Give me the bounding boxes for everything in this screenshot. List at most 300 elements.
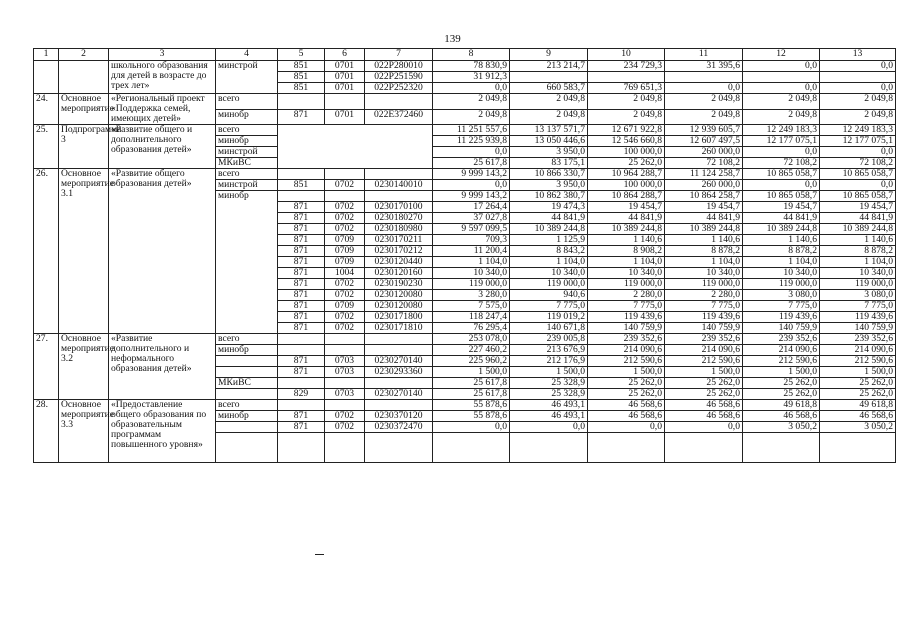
value-cell: 100 000,0	[588, 147, 665, 158]
value-cell: 119 000,0	[510, 279, 588, 290]
code-target: 022P251590	[365, 72, 433, 83]
value-cell: 44 841,9	[665, 213, 743, 224]
value-cell: 31 912,3	[433, 72, 510, 83]
value-cell: 940,6	[510, 290, 588, 301]
value-cell: 10 865 058,7	[743, 191, 820, 202]
value-cell: 1 104,0	[743, 257, 820, 268]
code-target: 022P280010	[365, 61, 433, 72]
value-cell: 8 878,2	[743, 246, 820, 257]
value-cell: 1 500,0	[588, 367, 665, 378]
value-cell: 119 439,6	[588, 312, 665, 323]
value-cell: 119 000,0	[665, 279, 743, 290]
value-cell: 13 050 446,6	[510, 136, 588, 147]
value-cell: 7 775,0	[665, 301, 743, 312]
empty-cell	[433, 433, 510, 463]
value-cell: 49 618,8	[820, 400, 896, 411]
table-row	[34, 125, 896, 136]
column-header-10: 10	[588, 49, 665, 61]
value-cell: 0,0	[665, 83, 743, 94]
code-section: 0701	[325, 61, 365, 72]
row-executor: всего	[216, 94, 278, 110]
value-cell: 140 671,8	[510, 323, 588, 334]
value-cell: 0,0	[820, 83, 896, 94]
value-cell: 12 546 660,8	[588, 136, 665, 147]
code-grbs: 851	[278, 180, 325, 191]
value-cell: 0,0	[588, 422, 665, 433]
value-cell: 3 950,0	[510, 180, 588, 191]
code-section	[325, 94, 365, 110]
value-cell: 100 000,0	[588, 180, 665, 191]
row-name: школьного образования для детей в возрасте до трех лет»	[109, 61, 216, 94]
value-cell: 72 108,2	[665, 158, 743, 169]
value-cell: 11 124 258,7	[665, 169, 743, 180]
code-grbs: 871	[278, 422, 325, 433]
value-cell: 227 460,2	[433, 345, 510, 356]
code-section: 0702	[325, 411, 365, 422]
row-executor	[216, 389, 278, 400]
table-row	[34, 61, 896, 72]
value-cell: 10 389 244,8	[588, 224, 665, 235]
value-cell: 10 389 244,8	[510, 224, 588, 235]
code-section	[325, 345, 365, 356]
value-cell: 25 262,0	[665, 389, 743, 400]
value-cell: 49 618,8	[743, 400, 820, 411]
code-grbs: 871	[278, 213, 325, 224]
code-target: 0230120080	[365, 301, 433, 312]
value-cell: 7 775,0	[820, 301, 896, 312]
value-cell: 2 280,0	[588, 290, 665, 301]
value-cell: 10 340,0	[820, 268, 896, 279]
row-type: Подпрограмма 3	[59, 125, 109, 169]
empty-cell	[278, 433, 325, 463]
value-cell: 25 262,0	[588, 378, 665, 389]
code-target: 0230270140	[365, 356, 433, 367]
code-target: 022P252320	[365, 83, 433, 94]
value-cell: 0,0	[743, 83, 820, 94]
value-cell: 8 908,2	[588, 246, 665, 257]
value-cell: 9 999 143,2	[433, 191, 510, 202]
code-grbs: 871	[278, 312, 325, 323]
code-target: 0230190230	[365, 279, 433, 290]
value-cell: 46 493,1	[510, 400, 588, 411]
value-cell: 3 280,0	[433, 290, 510, 301]
value-cell: 1 500,0	[665, 367, 743, 378]
column-header-8: 8	[433, 49, 510, 61]
value-cell: 46 568,6	[820, 411, 896, 422]
value-cell: 2 049,8	[588, 109, 665, 125]
row-type: Основное мероприятие 3.3	[59, 400, 109, 463]
value-cell: 44 841,9	[510, 213, 588, 224]
value-cell: 12 177 075,1	[820, 136, 896, 147]
code-grbs: 871	[278, 356, 325, 367]
value-cell: 1 140,6	[588, 235, 665, 246]
value-cell: 8 878,2	[820, 246, 896, 257]
code-target: 022E372460	[365, 109, 433, 125]
row-executor: МКиВС	[216, 158, 278, 169]
code-section: 0709	[325, 235, 365, 246]
code-grbs	[278, 94, 325, 110]
value-cell: 72 108,2	[743, 158, 820, 169]
code-target	[365, 191, 433, 202]
value-cell: 0,0	[433, 422, 510, 433]
value-cell: 10 865 058,7	[743, 169, 820, 180]
dash-mark	[315, 554, 324, 555]
value-cell: 78 830,9	[433, 61, 510, 72]
value-cell: 10 865 058,7	[820, 169, 896, 180]
code-section: 0702	[325, 224, 365, 235]
row-executor	[216, 367, 278, 378]
value-cell: 212 590,6	[588, 356, 665, 367]
code-grbs: 829	[278, 389, 325, 400]
value-cell: 10 389 244,8	[820, 224, 896, 235]
value-cell: 140 759,9	[665, 323, 743, 334]
value-cell: 2 049,8	[433, 94, 510, 110]
value-cell: 2 049,8	[588, 94, 665, 110]
value-cell: 25 262,0	[820, 378, 896, 389]
value-cell: 2 049,8	[665, 109, 743, 125]
value-cell: 76 295,4	[433, 323, 510, 334]
code-section	[325, 400, 365, 411]
value-cell: 25 262,0	[820, 389, 896, 400]
value-cell: 19 474,3	[510, 202, 588, 213]
value-cell: 10 389 244,8	[665, 224, 743, 235]
value-cell: 212 590,6	[665, 356, 743, 367]
value-cell: 83 175,1	[510, 158, 588, 169]
value-cell: 140 759,9	[820, 323, 896, 334]
value-cell: 1 104,0	[820, 257, 896, 268]
value-cell: 769 651,3	[588, 83, 665, 94]
value-cell: 10 864 288,7	[588, 191, 665, 202]
column-header-4: 4	[216, 49, 278, 61]
value-cell	[743, 72, 820, 83]
column-header-5: 5	[278, 49, 325, 61]
row-executor: минобр	[216, 136, 278, 147]
value-cell: 2 049,8	[743, 109, 820, 125]
value-cell: 0,0	[433, 83, 510, 94]
value-cell: 1 500,0	[510, 367, 588, 378]
row-executor: минобр	[216, 109, 278, 125]
value-cell: 119 019,2	[510, 312, 588, 323]
code-grbs: 871	[278, 202, 325, 213]
value-cell	[665, 72, 743, 83]
code-target: 0230120080	[365, 290, 433, 301]
value-cell: 260 000,0	[665, 180, 743, 191]
row-name: «Развитие общего образования детей»	[109, 169, 216, 334]
value-cell: 0,0	[743, 147, 820, 158]
value-cell: 10 340,0	[665, 268, 743, 279]
value-cell: 13 137 571,7	[510, 125, 588, 136]
code-section: 0709	[325, 257, 365, 268]
value-cell: 2 049,8	[433, 109, 510, 125]
row-executor: всего	[216, 125, 278, 136]
code-grbs	[278, 334, 325, 345]
value-cell: 12 249 183,3	[743, 125, 820, 136]
value-cell: 214 090,6	[665, 345, 743, 356]
value-cell: 2 049,8	[743, 94, 820, 110]
value-cell: 12 671 922,8	[588, 125, 665, 136]
code-section: 0701	[325, 109, 365, 125]
value-cell: 12 177 075,1	[743, 136, 820, 147]
row-executor: минобр	[216, 411, 278, 422]
code-target: 0230171800	[365, 312, 433, 323]
value-cell: 46 568,6	[665, 411, 743, 422]
code-target: 0230170100	[365, 202, 433, 213]
row-executor: всего	[216, 334, 278, 345]
value-cell: 212 176,9	[510, 356, 588, 367]
column-header-9: 9	[510, 49, 588, 61]
value-cell: 119 000,0	[743, 279, 820, 290]
header-row	[34, 49, 896, 61]
code-target	[365, 334, 433, 345]
value-cell: 44 841,9	[743, 213, 820, 224]
code-grbs: 871	[278, 109, 325, 125]
code-grbs	[278, 191, 325, 202]
code-grbs: 871	[278, 257, 325, 268]
table-row	[34, 169, 896, 180]
empty-cell	[743, 433, 820, 463]
code-section: 0709	[325, 246, 365, 257]
value-cell: 25 262,0	[588, 158, 665, 169]
value-cell: 10 964 288,7	[588, 169, 665, 180]
value-cell: 17 264,4	[433, 202, 510, 213]
code-target: 0230370120	[365, 411, 433, 422]
value-cell: 46 568,6	[665, 400, 743, 411]
value-cell: 19 454,7	[743, 202, 820, 213]
value-cell: 55 878,6	[433, 400, 510, 411]
row-number	[34, 61, 59, 94]
column-header-7: 7	[365, 49, 433, 61]
value-cell: 1 500,0	[820, 367, 896, 378]
value-cell: 3 950,0	[510, 147, 588, 158]
value-cell	[588, 72, 665, 83]
value-cell: 0,0	[433, 147, 510, 158]
code-target: 0230120160	[365, 268, 433, 279]
code-grbs: 871	[278, 411, 325, 422]
value-cell: 119 439,6	[820, 312, 896, 323]
code-section: 0702	[325, 422, 365, 433]
code-grbs: 871	[278, 246, 325, 257]
value-cell: 10 864 258,7	[665, 191, 743, 202]
value-cell	[510, 72, 588, 83]
code-section: 0703	[325, 367, 365, 378]
value-cell: 1 104,0	[510, 257, 588, 268]
code-target	[365, 94, 433, 110]
code-target: 0230140010	[365, 180, 433, 191]
code-grbs: 871	[278, 367, 325, 378]
value-cell: 10 340,0	[743, 268, 820, 279]
value-cell: 214 090,6	[588, 345, 665, 356]
row-number: 25.	[34, 125, 59, 169]
row-type	[59, 61, 109, 94]
code-section: 0709	[325, 301, 365, 312]
value-cell: 25 262,0	[743, 378, 820, 389]
empty-cell	[325, 433, 365, 463]
code-target: 0230171810	[365, 323, 433, 334]
value-cell: 3 080,0	[743, 290, 820, 301]
column-header-12: 12	[743, 49, 820, 61]
value-cell: 12 607 497,5	[665, 136, 743, 147]
row-number: 24.	[34, 94, 59, 125]
value-cell: 25 262,0	[665, 378, 743, 389]
row-executor: минстрой	[216, 180, 278, 191]
value-cell: 1 140,6	[820, 235, 896, 246]
code-grbs: 871	[278, 268, 325, 279]
value-cell: 19 454,7	[665, 202, 743, 213]
column-header-11: 11	[665, 49, 743, 61]
value-cell: 213 214,7	[510, 61, 588, 72]
value-cell: 25 617,8	[433, 158, 510, 169]
row-number: 27.	[34, 334, 59, 400]
value-cell: 25 617,8	[433, 389, 510, 400]
value-cell: 25 328,9	[510, 378, 588, 389]
code-section: 0702	[325, 323, 365, 334]
code-section: 0702	[325, 290, 365, 301]
value-cell: 46 493,1	[510, 411, 588, 422]
value-cell: 19 454,7	[588, 202, 665, 213]
value-cell: 9 999 143,2	[433, 169, 510, 180]
value-cell: 7 575,0	[433, 301, 510, 312]
row-executor: всего	[216, 400, 278, 411]
code-section	[325, 169, 365, 180]
value-cell: 12 939 605,7	[665, 125, 743, 136]
column-header-13: 13	[820, 49, 896, 61]
value-cell: 19 454,7	[820, 202, 896, 213]
code-grbs: 871	[278, 290, 325, 301]
code-target: 0230270140	[365, 389, 433, 400]
value-cell: 212 590,6	[743, 356, 820, 367]
code-grbs	[278, 345, 325, 356]
table-row	[34, 400, 896, 411]
value-cell: 25 617,8	[433, 378, 510, 389]
code-target: 0230170212	[365, 246, 433, 257]
value-cell: 239 352,6	[588, 334, 665, 345]
column-header-1: 1	[34, 49, 59, 61]
value-cell: 140 759,9	[588, 323, 665, 334]
code-grbs: 871	[278, 323, 325, 334]
value-cell: 1 125,9	[510, 235, 588, 246]
row-number: 28.	[34, 400, 59, 463]
code-section	[325, 378, 365, 389]
code-target: 0230120440	[365, 257, 433, 268]
value-cell: 72 108,2	[820, 158, 896, 169]
value-cell: 239 352,6	[820, 334, 896, 345]
value-cell: 0,0	[820, 61, 896, 72]
row-name: «Развитие дополнительного и неформального образования детей»	[109, 334, 216, 400]
value-cell: 2 049,8	[820, 94, 896, 110]
column-header-2: 2	[59, 49, 109, 61]
value-cell: 7 775,0	[588, 301, 665, 312]
code-section: 0702	[325, 180, 365, 191]
value-cell: 44 841,9	[820, 213, 896, 224]
value-cell: 1 500,0	[433, 367, 510, 378]
empty-cell	[510, 433, 588, 463]
value-cell: 1 500,0	[743, 367, 820, 378]
code-grbs: 851	[278, 72, 325, 83]
code-target: 0230180270	[365, 213, 433, 224]
value-cell: 2 280,0	[665, 290, 743, 301]
value-cell: 25 262,0	[743, 389, 820, 400]
code-grbs: 851	[278, 83, 325, 94]
row-executor	[216, 422, 278, 433]
code-target	[365, 378, 433, 389]
value-cell: 25 328,9	[510, 389, 588, 400]
row-executor	[216, 356, 278, 367]
value-cell: 1 104,0	[433, 257, 510, 268]
value-cell: 214 090,6	[820, 345, 896, 356]
value-cell: 10 340,0	[588, 268, 665, 279]
value-cell: 1 104,0	[588, 257, 665, 268]
code-target: 0230293360	[365, 367, 433, 378]
value-cell: 8 843,2	[510, 246, 588, 257]
row-executor: минстрой	[216, 147, 278, 158]
table-row	[34, 334, 896, 345]
value-cell: 213 676,9	[510, 345, 588, 356]
value-cell: 239 352,6	[743, 334, 820, 345]
empty-cell	[665, 433, 743, 463]
value-cell: 212 590,6	[820, 356, 896, 367]
empty-cell	[216, 433, 278, 463]
value-cell: 10 340,0	[433, 268, 510, 279]
value-cell: 11 225 939,8	[433, 136, 510, 147]
code-grbs: 871	[278, 301, 325, 312]
row-executor: МКиВС	[216, 378, 278, 389]
value-cell: 0,0	[820, 180, 896, 191]
value-cell: 0,0	[743, 61, 820, 72]
row-executor: минобр	[216, 191, 278, 334]
value-cell: 2 049,8	[510, 109, 588, 125]
value-cell: 46 568,6	[743, 411, 820, 422]
value-cell: 3 050,2	[743, 422, 820, 433]
code-section: 0701	[325, 72, 365, 83]
row-name: «Предоставление общего образования по образовательным программам повышенного уровня»	[109, 400, 216, 463]
value-cell: 37 027,8	[433, 213, 510, 224]
empty-cell	[365, 433, 433, 463]
empty-cell	[588, 433, 665, 463]
value-cell: 0,0	[820, 147, 896, 158]
code-grbs: 851	[278, 61, 325, 72]
value-cell: 119 439,6	[743, 312, 820, 323]
code-section: 0702	[325, 213, 365, 224]
row-type: Основное мероприятие 3.1	[59, 169, 109, 334]
value-cell: 660 583,7	[510, 83, 588, 94]
value-cell: 119 000,0	[820, 279, 896, 290]
value-cell: 2 049,8	[510, 94, 588, 110]
value-cell: 1 140,6	[665, 235, 743, 246]
code-target	[365, 169, 433, 180]
code-target	[365, 345, 433, 356]
code-target: 0230170211	[365, 235, 433, 246]
table-row	[34, 94, 896, 110]
value-cell: 10 862 380,7	[510, 191, 588, 202]
value-cell: 119 000,0	[588, 279, 665, 290]
value-cell: 1 140,6	[743, 235, 820, 246]
value-cell: 214 090,6	[743, 345, 820, 356]
value-cell: 239 005,8	[510, 334, 588, 345]
row-name: «Развитие общего и дополнительного образования детей»	[109, 125, 216, 169]
code-section	[325, 191, 365, 202]
value-cell: 10 866 330,7	[510, 169, 588, 180]
value-cell: 0,0	[510, 422, 588, 433]
value-cell: 709,3	[433, 235, 510, 246]
code-target: 0230372470	[365, 422, 433, 433]
row-number: 26.	[34, 169, 59, 334]
value-cell: 260 000,0	[665, 147, 743, 158]
value-cell: 10 340,0	[510, 268, 588, 279]
value-cell: 2 049,8	[820, 109, 896, 125]
value-cell: 9 597 099,5	[433, 224, 510, 235]
row-executor: минобр	[216, 345, 278, 356]
code-grbs: 871	[278, 235, 325, 246]
